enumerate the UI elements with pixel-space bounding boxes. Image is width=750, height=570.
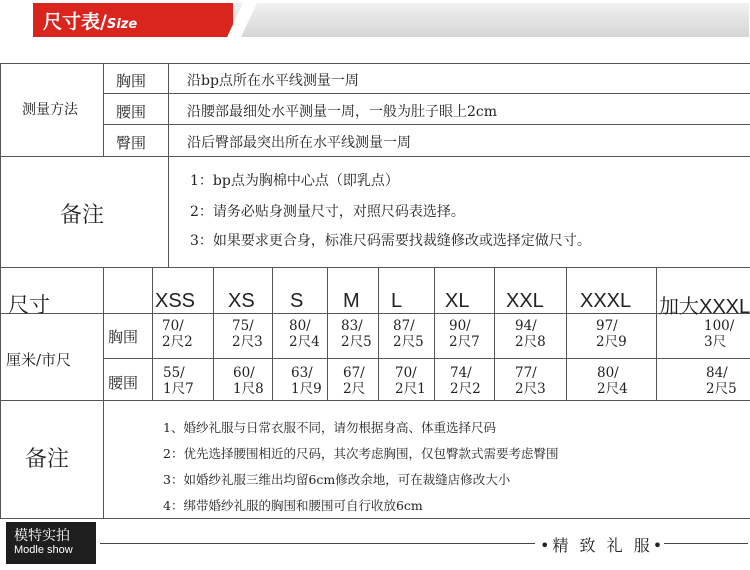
notes1-label: 备注 <box>60 203 105 228</box>
notes1-item: 2：请务必贴身测量尺寸，对照尺码表选择。 <box>190 204 465 220</box>
measure-part-bust: 胸围 <box>116 72 147 90</box>
measure-label: 测量方法 <box>22 102 78 118</box>
size-chart-header <box>33 3 749 37</box>
notes2-item: 3：如婚纱礼服三维出均留6cm修改余地，可在裁缝店修改大小 <box>163 472 511 487</box>
measure-text-waist: 沿腰部最细处水平测量一周，一般为肚子眼上2cm <box>187 104 498 120</box>
footer-tagline: •精 致 礼 服• <box>540 536 666 555</box>
notes2-item: 1、婚纱礼服与日常衣服不同，请勿根据身高、体重选择尺码 <box>163 420 496 435</box>
table-cell: 80/ 2尺4 <box>597 365 628 397</box>
table-cell: 70/ 2尺1 <box>395 365 426 397</box>
table-cell: 67/ 2尺 <box>343 365 366 397</box>
header-title: 尺寸表/Size <box>43 11 138 33</box>
table-cell: 100/ 3尺 <box>704 318 735 350</box>
notes2-item: 2：优先选择腰围相近的尺码，其次考虑胸围，仅包臀款式需要考虑臀围 <box>163 446 559 461</box>
size-header: XXXL <box>580 290 632 312</box>
table-cell: 94/ 2尺8 <box>515 318 546 350</box>
notes2-item: 4：绑带婚纱礼服的胸围和腰围可自行收放6cm <box>163 498 423 513</box>
measure-text-bust: 沿bp点所在水平线测量一周 <box>187 73 359 89</box>
table-cell: 80/ 2尺4 <box>289 318 320 350</box>
measure-part-hip: 臀围 <box>116 134 147 152</box>
table-cell: 84/ 2尺5 <box>706 365 737 397</box>
size-header: M <box>343 290 360 312</box>
measure-part-waist: 腰围 <box>116 103 147 121</box>
size-header: XSS <box>155 290 196 312</box>
table-cell: 90/ 2尺7 <box>449 318 480 350</box>
table-cell: 97/ 2尺9 <box>596 318 627 350</box>
size-header: L <box>391 290 403 312</box>
footer-divider <box>664 543 748 544</box>
notes1-item: 1：bp点为胸棉中心点（即乳点） <box>190 173 399 189</box>
badge-title: 模特实拍 <box>14 528 70 544</box>
notes2-label: 备注 <box>25 447 70 472</box>
measure-text-hip: 沿后臀部最突出所在水平线测量一周 <box>187 135 411 151</box>
size-header: 加大XXXL <box>659 296 750 318</box>
table-cell: 55/ 1尺7 <box>163 365 194 397</box>
table-cell: 77/ 2尺3 <box>515 365 546 397</box>
table-cell: 60/ 1尺8 <box>233 365 264 397</box>
unit-label: 厘米/市尺 <box>6 351 72 369</box>
size-label: 尺寸 <box>8 293 50 317</box>
size-header: XS <box>228 290 255 312</box>
row-label-bust: 胸围 <box>108 328 139 346</box>
size-header: XXL <box>506 290 544 312</box>
table-cell: 63/ 1尺9 <box>291 365 322 397</box>
notes1-item: 3：如果要求更合身，标准尺码需要找裁缝修改或选择定做尺寸。 <box>190 233 591 249</box>
table-cell: 74/ 2尺2 <box>450 365 481 397</box>
table-cell: 87/ 2尺5 <box>393 318 424 350</box>
model-show-badge <box>6 522 96 564</box>
badge-subtitle: Modle show <box>14 544 73 556</box>
footer-divider <box>100 543 535 544</box>
size-header: S <box>290 290 304 312</box>
table-cell: 70/ 2尺2 <box>162 318 193 350</box>
table-cell: 83/ 2尺5 <box>341 318 372 350</box>
size-header: XL <box>445 290 470 312</box>
table-cell: 75/ 2尺3 <box>232 318 263 350</box>
header-subtitle: Size <box>106 17 138 32</box>
row-label-waist: 腰围 <box>108 374 139 392</box>
